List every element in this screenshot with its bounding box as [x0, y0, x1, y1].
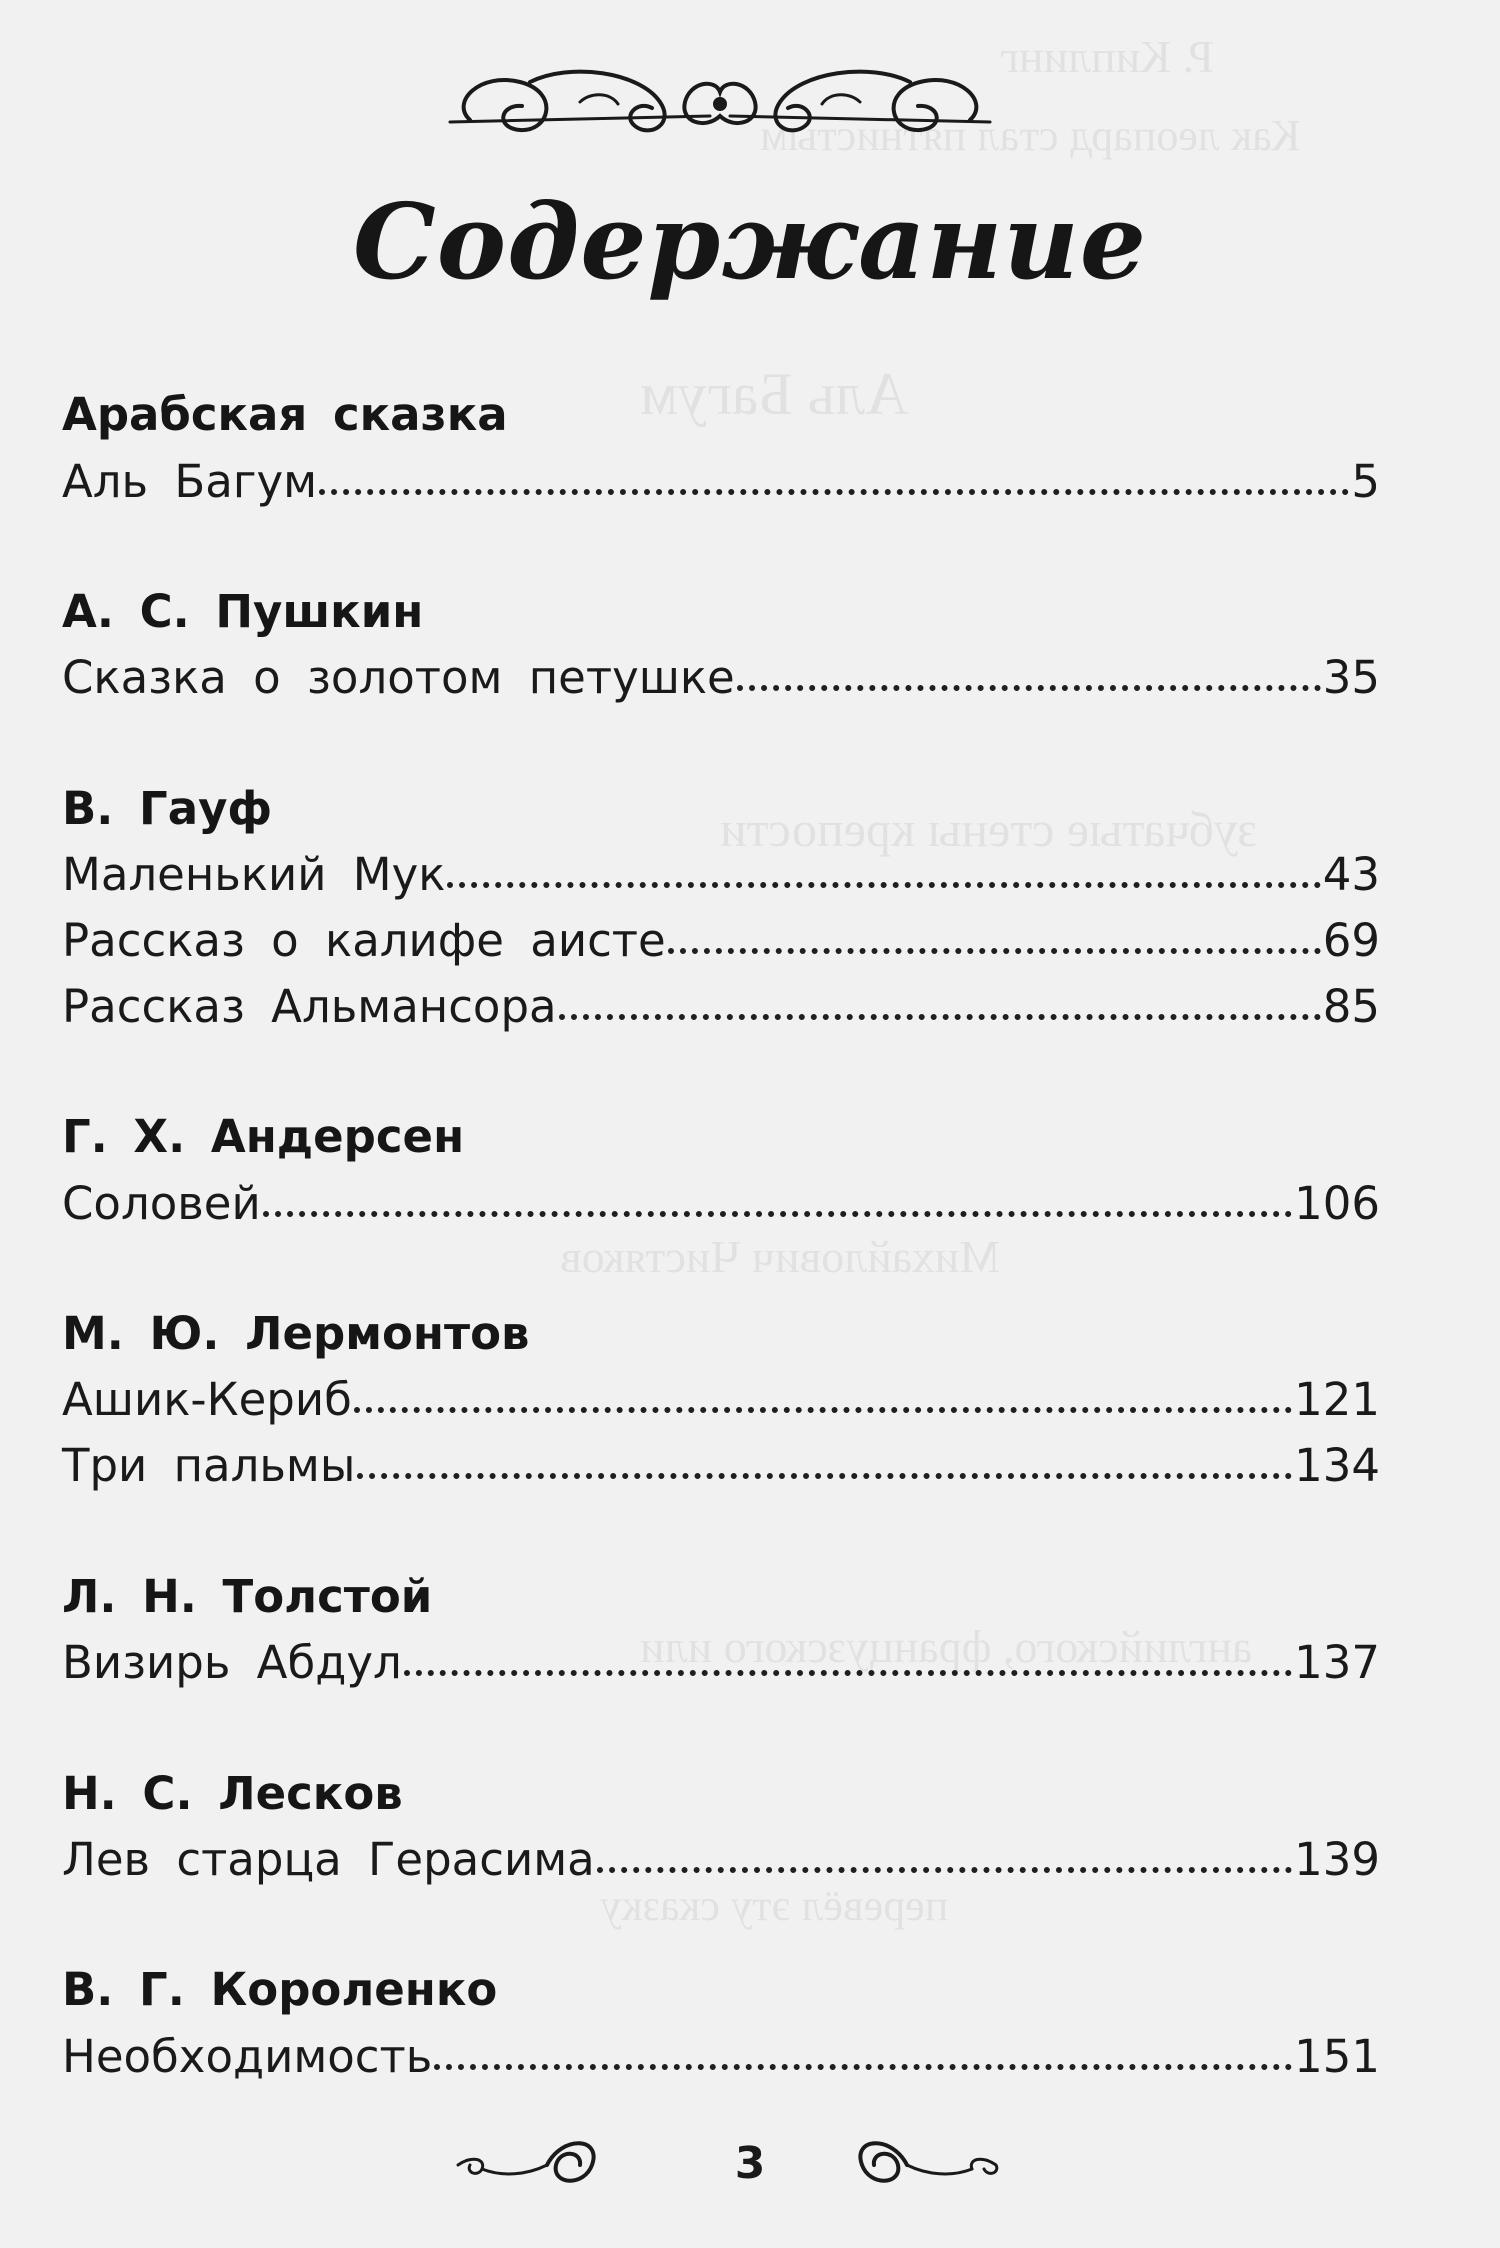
entry-page-number: 134	[1294, 1439, 1380, 1492]
entry-page-number: 85	[1322, 980, 1380, 1033]
section-author: М. Ю. Лермонтов	[62, 1307, 530, 1360]
entry-page-number: 43	[1322, 848, 1380, 901]
show-through-text: английского, французского или	[640, 1621, 1253, 1672]
show-through-text: Как леопард стал пятнистым	[760, 111, 1301, 160]
section-author: Н. С. Лесков	[62, 1767, 403, 1820]
entry-page-number: 137	[1294, 1636, 1380, 1689]
show-through-text: Р. Киплинг	[1000, 31, 1214, 82]
dot-leader	[737, 675, 1321, 691]
toc-entry[interactable]	[62, 1439, 1380, 1492]
page-title: Содержание	[352, 180, 1148, 303]
entry-title: Рассказ о калифе аисте	[62, 914, 666, 967]
show-through-text: перевёл эту сказку	[600, 1881, 949, 1930]
section-author: Л. Н. Толстой	[62, 1570, 433, 1623]
entry-title: Рассказ Альмансора	[62, 980, 557, 1033]
dot-leader	[597, 1857, 1292, 1873]
section-author: В. Гауф	[62, 782, 273, 835]
entry-title: Лев старца Герасима	[62, 1833, 595, 1886]
toc-entry[interactable]	[62, 848, 1380, 901]
section-author: В. Г. Короленко	[62, 1963, 498, 2016]
toc-entry[interactable]	[62, 651, 1380, 704]
entry-title: Аль Багум	[62, 455, 318, 508]
entry-page-number: 139	[1294, 1833, 1380, 1886]
entry-title: Визирь Абдул	[62, 1636, 402, 1689]
dot-leader	[447, 872, 1320, 888]
dot-leader	[404, 1660, 1292, 1676]
swirl-ornament-icon	[452, 2125, 602, 2189]
entry-title: Необходимость	[62, 2030, 433, 2083]
section-author: Г. Х. Андерсен	[62, 1110, 465, 1163]
dot-leader	[354, 1397, 1292, 1413]
entry-page-number: 106	[1294, 1177, 1380, 1230]
page-number: 3	[734, 2138, 766, 2189]
entry-page-number: 35	[1322, 651, 1380, 704]
toc-entry[interactable]	[62, 1636, 1380, 1689]
swirl-ornament-icon	[852, 2125, 1002, 2189]
dot-leader	[263, 1201, 1292, 1217]
dot-leader	[559, 1004, 1321, 1020]
dot-leader	[434, 2054, 1292, 2070]
show-through-text: зубчатые стены крепости	[720, 801, 1258, 857]
toc-entry[interactable]	[62, 1833, 1380, 1886]
toc-entry[interactable]	[62, 980, 1380, 1033]
dot-leader	[319, 479, 1349, 495]
show-through-text: Михайлович Чистяков	[560, 1231, 1001, 1282]
entry-title: Соловей	[62, 1177, 261, 1230]
toc-entry[interactable]	[62, 455, 1380, 508]
toc-entry[interactable]	[62, 914, 1380, 967]
entry-title: Маленький Мук	[62, 848, 446, 901]
entry-page-number: 5	[1351, 455, 1380, 508]
entry-title: Три пальмы	[62, 1439, 356, 1492]
section-author: Арабская сказка	[62, 388, 508, 441]
toc-entry[interactable]	[62, 1177, 1380, 1230]
toc-entry[interactable]	[62, 2030, 1380, 2083]
flourish-ornament-icon	[440, 42, 1000, 152]
entry-title: Сказка о золотом петушке	[62, 651, 735, 704]
show-through-text: Аль Багум	[640, 361, 909, 427]
entry-page-number: 121	[1294, 1373, 1380, 1426]
dot-leader	[668, 938, 1321, 954]
entry-page-number: 151	[1294, 2030, 1380, 2083]
toc-entry[interactable]	[62, 1373, 1380, 1426]
section-author: А. С. Пушкин	[62, 585, 424, 638]
dot-leader	[357, 1463, 1292, 1479]
entry-page-number: 69	[1322, 914, 1380, 967]
entry-title: Ашик-Кериб	[62, 1373, 352, 1426]
